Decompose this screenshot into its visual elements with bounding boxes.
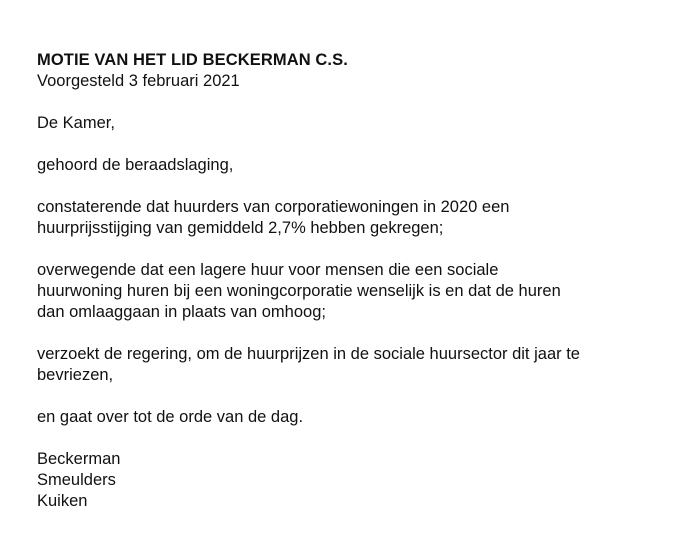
signer-name: Smeulders <box>37 471 116 489</box>
signer-name: Kuiken <box>37 492 88 510</box>
paragraph-considering-opinion <box>37 260 657 323</box>
signers-list <box>37 449 657 512</box>
signer-name: Beckerman <box>37 450 121 468</box>
document-title: MOTIE VAN HET LID BECKERMAN C.S. <box>37 51 348 69</box>
paragraph-deliberation <box>37 155 657 176</box>
paragraph-line: overwegende dat een lagere huur voor mensen die een sociale <box>37 261 499 279</box>
paragraph-line: gehoord de beraadslaging, <box>37 156 234 174</box>
paragraph-line: verzoekt de regering, om de huurprijzen in de sociale huursector dit jaar te <box>37 345 580 363</box>
paragraph-line: huurprijsstijging van gemiddeld 2,7% hebben gekregen; <box>37 219 444 237</box>
paragraph-line: en gaat over tot de orde van de dag. <box>37 408 304 426</box>
paragraph-line: constaterende dat huurders van corporatiewoningen in 2020 een <box>37 198 510 216</box>
paragraph-line: De Kamer, <box>37 114 115 132</box>
paragraph-line: huurwoning huren bij een woningcorporatie wenselijk is en dat de huren <box>37 282 561 300</box>
proposed-date: Voorgesteld 3 februari 2021 <box>37 72 240 90</box>
paragraph-address <box>37 113 657 134</box>
paragraph-line: dan omlaaggaan in plaats van omhoog; <box>37 303 326 321</box>
paragraph-closing <box>37 407 657 428</box>
paragraph-considering-fact <box>37 197 657 239</box>
paragraph-request <box>37 344 657 386</box>
motion-document <box>37 50 657 512</box>
paragraph-line: bevriezen, <box>37 366 114 384</box>
